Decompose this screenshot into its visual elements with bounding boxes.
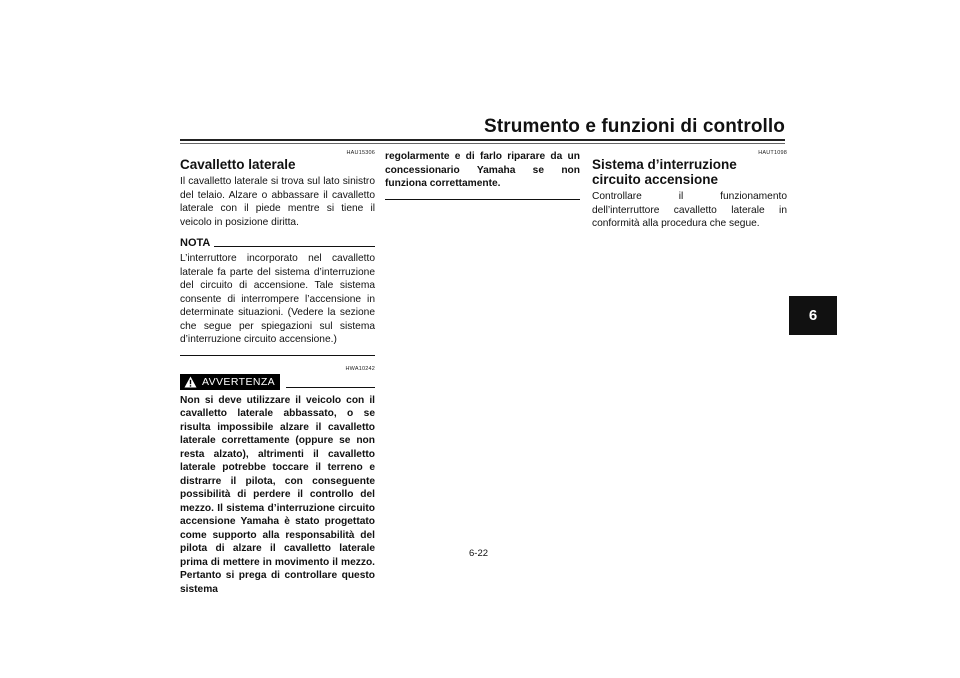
chapter-tab: 6 — [789, 296, 837, 335]
section-title: Sistema d’interruzione circuito accensione — [592, 157, 737, 187]
warning-code: HWA10242 — [345, 365, 375, 372]
note-header — [180, 237, 375, 249]
page-header-title: Strumento e funzioni di controllo — [484, 116, 785, 137]
header-rule — [180, 139, 785, 141]
section-code: HAU15306 — [346, 150, 375, 156]
header-rule-thin — [180, 143, 785, 144]
note-rule — [214, 246, 375, 247]
page-number: 6-22 — [469, 548, 489, 559]
warning-header — [180, 374, 375, 390]
note-label: NOTA — [180, 237, 211, 249]
warning-badge — [180, 374, 280, 390]
section-code: HAUT1098 — [758, 150, 787, 156]
column-2 — [385, 150, 580, 200]
warning-text-continued: regolarmente e di farlo riparare da un concessionario Yamaha se non funziona correttamente. — [385, 151, 580, 189]
section-title: Cavalletto laterale — [180, 157, 296, 172]
section-paragraph: Controllare il funzionamento dell’interruttore cavalletto laterale in conformità alla procedura che segue. — [592, 191, 787, 229]
section-paragraph: Il cavalletto laterale si trova sul lato sinistro del telaio. Alzare o abbassare il cavalletto laterale con il piede mentre si tiene il veicolo in posizione diritta. — [180, 176, 375, 228]
column-3 — [592, 150, 787, 231]
warning-text: Non si deve utilizzare il veicolo con il cavalletto laterale abbassato, o se risulta impossibile alzare il cavalletto laterale correttamente (oppure se non resta alzato), altrimenti il cavalletto laterale potrebbe toccare il terreno e distrarre il pilota, con conseguente possibilità di perdere il controllo del mezzo. Il sistema d’interruzione circuito accensione Yamaha è stato progettato come supporto alla responsabilità del pilota di alzare il cavalletto laterale prima di mettere in movimento il mezzo. Pertanto si prega di controllare questo sistema — [180, 394, 375, 595]
warning-label: AVVERTENZA — [202, 375, 276, 388]
warning-triangle-icon — [184, 376, 197, 388]
warning-end-rule — [385, 199, 580, 200]
warning-rule — [286, 387, 375, 388]
note-text: L’interruttore incorporato nel cavalletto laterale fa parte del sistema d’interruzione del circuito di accensione. Tale sistema consente di interrompere l’accensione in determinate situazioni. (Vedere la sezione che segue per spiegazioni sul sistema d’interruzione circuito accensione.) — [180, 253, 375, 345]
note-end-rule — [180, 355, 375, 356]
column-1 — [180, 150, 375, 596]
